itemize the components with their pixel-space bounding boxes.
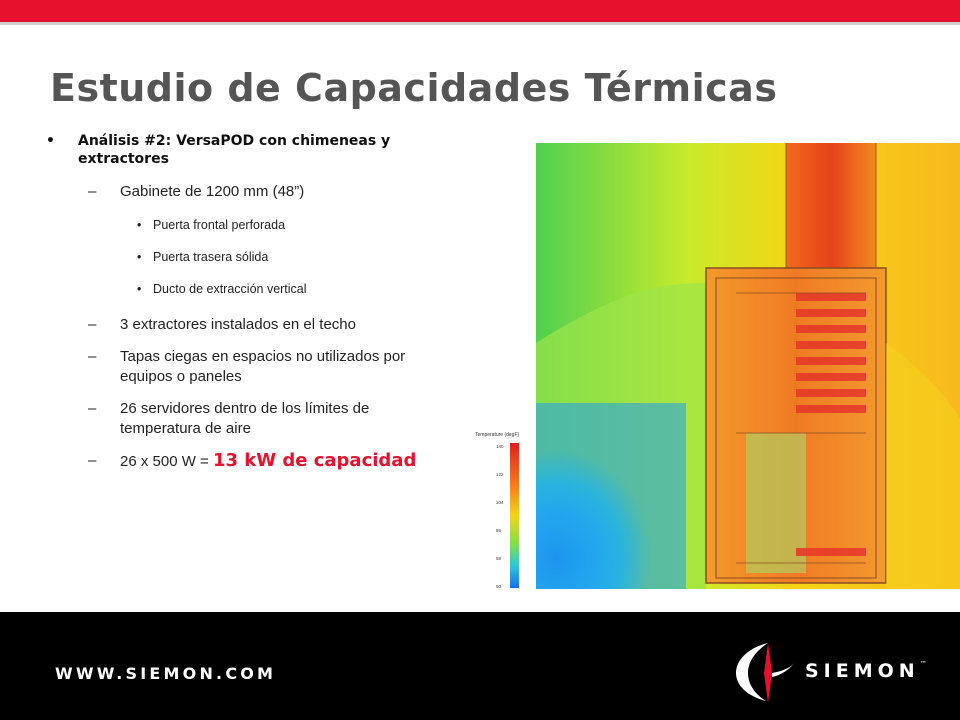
dash: – (88, 348, 97, 365)
siemon-logo-icon (728, 637, 798, 707)
capacity-prefix: 26 x 500 W = (120, 453, 213, 470)
top-accent-bar (0, 0, 960, 22)
sub-dot: • (137, 282, 142, 296)
legend-title: Temperature (degF) (475, 432, 520, 438)
sub-item-rear-door (40, 249, 440, 265)
dash: – (88, 452, 97, 469)
cabinet-text: Gabinete de 1200 mm (48”) (120, 183, 305, 200)
duct-text: Ducto de extracción vertical (153, 282, 307, 296)
sub-item-duct (40, 281, 440, 297)
blanks-text: Tapas ciegas en espacios no utilizados por equipos o paneles (120, 348, 406, 385)
sub-dot: • (137, 250, 142, 264)
footer-bar (0, 612, 960, 720)
thermal-simulation-image (536, 143, 960, 589)
item-cabinet (40, 182, 440, 202)
dash: – (88, 316, 97, 333)
analysis-text: Análisis #2: VersaPOD con chimeneas y extractores (78, 133, 391, 167)
extractors-text: 3 extractores instalados en el techo (120, 316, 356, 333)
servers-text: 26 servidores dentro de los límites de temperatura de aire (120, 400, 370, 437)
legend-tick: 86 (496, 528, 502, 533)
temperature-legend (474, 425, 530, 593)
bullet-dot: • (46, 133, 55, 149)
legend-tick: 68 (496, 556, 502, 561)
sub-item-front-door (40, 217, 440, 233)
capacity-value: 13 kW de capacidad (212, 450, 417, 471)
item-extractors (40, 315, 440, 335)
legend-tick: 50 (496, 584, 502, 589)
sub-dot: • (137, 218, 142, 232)
slide-title: Estudio de Capacidades Térmicas (50, 66, 778, 110)
item-blanks (40, 347, 440, 387)
brand-name (805, 660, 927, 682)
legend-tick: 140 (496, 444, 504, 449)
brand-text: SIEMON (805, 660, 920, 682)
item-capacity (40, 451, 440, 472)
item-servers (40, 399, 440, 439)
top-divider (0, 22, 960, 25)
legend-tick: 104 (496, 500, 504, 505)
trademark: ™ (919, 660, 927, 668)
dash: – (88, 183, 97, 200)
website-url: WWW.SIEMON.COM (55, 664, 277, 683)
legend-tick: 122 (496, 472, 504, 477)
front-door-text: Puerta frontal perforada (153, 218, 286, 232)
dash: – (88, 400, 97, 417)
bullet-analysis (40, 132, 440, 168)
rear-door-text: Puerta trasera sólida (153, 250, 269, 264)
slide-content (40, 132, 440, 472)
